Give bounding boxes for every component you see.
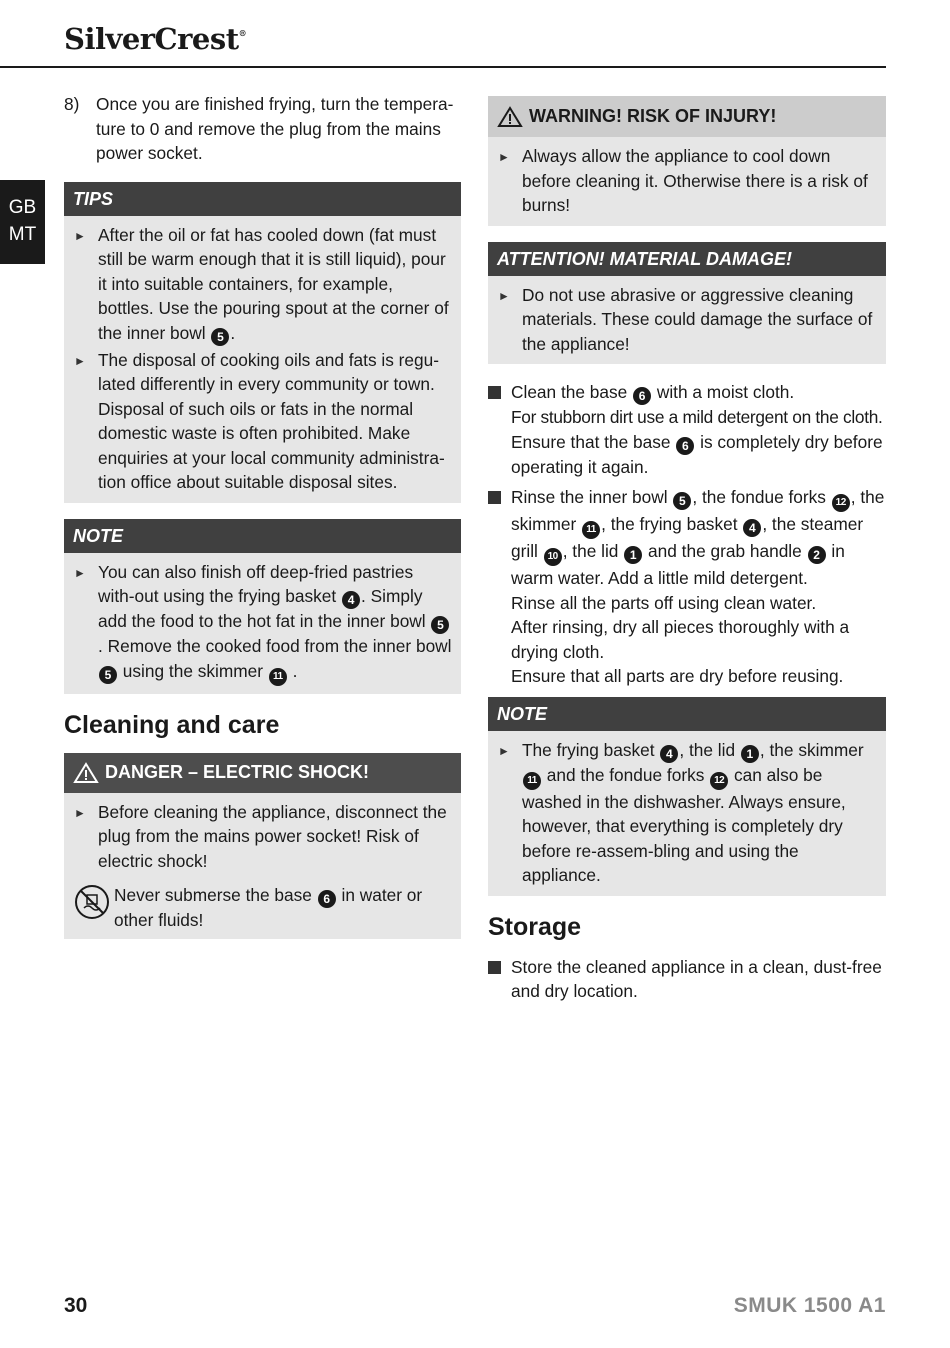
part-ref: 4 [660,745,678,763]
warning-heading: WARNING! RISK OF INJURY! [488,96,886,137]
part-ref: 5 [99,666,117,684]
note-heading: NOTE [488,697,886,731]
model-number: SMUK 1500 A1 [733,1294,886,1317]
header-rule [0,66,886,68]
arrow-icon: ► [74,228,86,243]
page-number: 30 [64,1294,88,1317]
tips-box [64,182,461,503]
arrow-icon: ► [74,805,86,820]
step-text: Once you are finished frying, turn the tempera-ture to 0 and remove the plug from the mains power socket. [96,94,454,163]
bullet-square [488,491,501,504]
arrow-icon: ► [498,150,510,164]
part-ref: 11 [582,521,600,539]
warning-item: ► Always allow the appliance to cool down before cleaning it. Otherwise there is a risk of burns! [498,144,878,218]
brand-logo: SilverCrest® [64,22,247,56]
section-title-storage: Storage [488,912,582,941]
part-ref: 12 [832,494,850,512]
instruction-rinse: Rinse the inner bowl 5 , the fondue forks 12 , the skimmer 11 , the frying basket 4 , the steamer grill 10 , the lid 1 and the grab handle 2 in warm water. Add a little mild detergent. Rinse all the parts off using clean water. After rinsing, dry all pieces thoroughly with a drying cloth. Ensure that all parts are dry before reusing. [488,485,886,689]
bullet-square [488,961,501,974]
step-8 [64,92,461,166]
note-heading: NOTE [64,519,461,553]
part-ref: 6 [633,387,651,405]
instruction-storage: Store the cleaned appliance in a clean, dust-free and dry location. [488,955,886,1004]
no-submerse-icon [74,884,114,927]
step-number: 8) [64,94,80,114]
note-box [64,519,461,694]
tips-item: ► After the oil or fat has cooled down (fat must still be warm enough that it is still liquid), pour it into suitable containers, for example, bottles. Use the pouring spout at the corner of the inner bowl 5 . [74,224,449,344]
bullet-square [488,386,501,399]
tips-item: ► The disposal of cooking oils and fats is regu-lated differently in every community or town. Disposal of such oils or fats in the normal domestic waste is often prohibited. Make enquiries at your local community administra-tion office about suitable disposal sites. [74,348,453,495]
part-ref: 5 [431,616,449,634]
part-ref: 6 [676,437,694,455]
instruction-clean-base: Clean the base 6 with a moist cloth. For stubborn dirt use a mild detergent on the cloth. Ensure that the base 6 is completely dry before operating it again. [488,380,886,479]
left-column [64,92,461,955]
attention-item: ► Do not use abrasive or aggressive cleaning materials. These could damage the surface of the appliance! [498,283,878,357]
part-ref: 6 [318,890,336,908]
no-submerse-row: Never submerse the base 6 in water or other fluids! [74,883,453,933]
tips-heading: TIPS [64,182,461,216]
note-item: ► You can also finish off deep-fried pastries with-out using the frying basket 4 . Simply add the food to the hot fat in the inner bowl 5. Remove the cooked food from the inner bowl 5 using the skimmer 11 . [74,560,453,686]
part-ref: 4 [342,591,360,609]
part-ref-inner-bowl: 5 [211,328,229,346]
part-ref: 10 [544,548,562,566]
danger-item: ► Before cleaning the appliance, disconnect the plug from the mains power socket! Risk of electric shock! [74,800,453,874]
arrow-icon: ► [498,743,510,758]
part-ref: 11 [523,772,541,790]
note-item: ► The frying basket 4 , the lid 1 , the skimmer 11 and the fondue forks 12 can also be washed in the dishwasher. Always ensure, however, that everything is completely dry before re-assem-bling and using the appliance. [498,738,878,888]
language-tab [0,180,45,264]
part-ref: 2 [808,546,826,564]
part-ref: 12 [710,772,728,790]
language-tab-gb: GB [8,197,37,218]
part-ref: 1 [741,745,759,763]
part-ref: 4 [743,519,761,537]
right-column [488,96,886,1010]
section-title-cleaning: Cleaning and care [64,710,280,739]
part-ref: 11 [269,668,287,686]
warning-triangle-icon [73,762,99,784]
part-ref: 5 [673,492,691,510]
arrow-icon: ► [74,565,86,580]
arrow-icon: ► [498,288,510,303]
attention-heading: ATTENTION! MATERIAL DAMAGE! [488,242,886,276]
part-ref: 1 [624,546,642,564]
arrow-icon: ► [74,353,86,368]
warning-triangle-icon [497,106,523,128]
danger-heading: DANGER – ELECTRIC SHOCK! [64,753,461,793]
note-box-right [488,697,886,896]
danger-box [64,753,461,939]
attention-box [488,242,886,365]
warning-box [488,96,886,226]
language-tab-mt: MT [8,224,37,245]
